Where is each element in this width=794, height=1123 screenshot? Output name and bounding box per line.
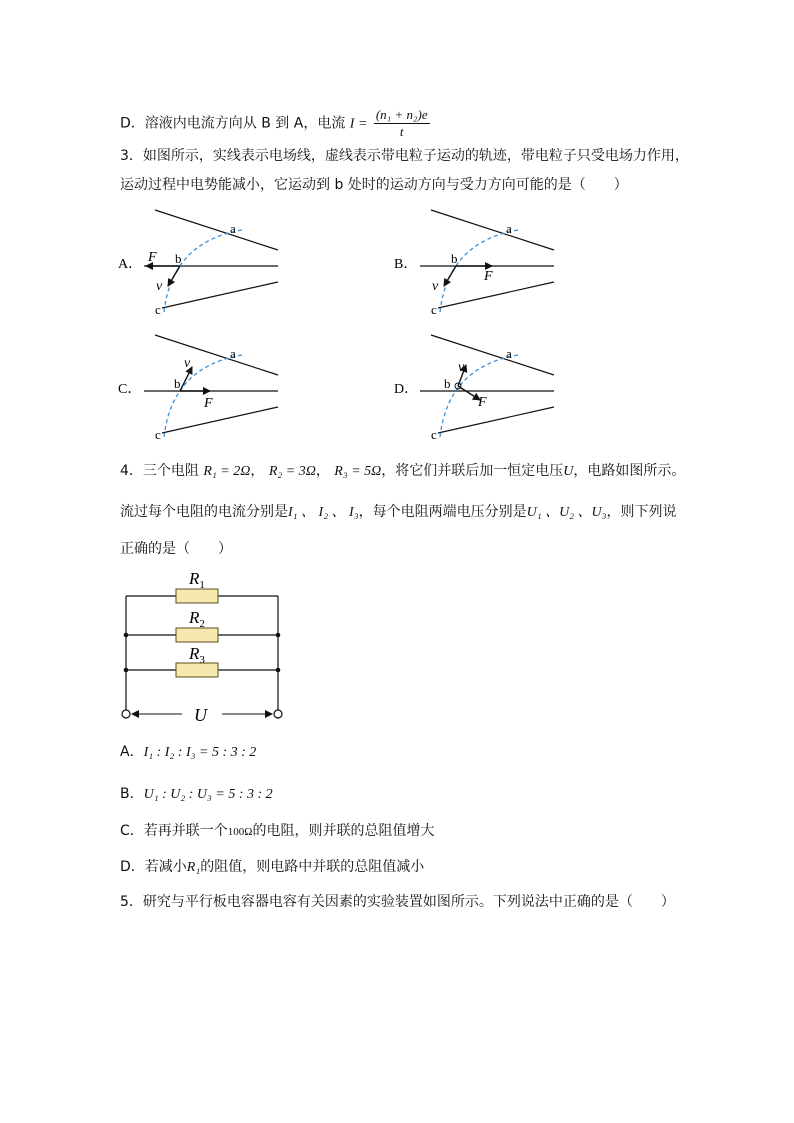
q4-text: ，将它们并联后加一恒定电压 xyxy=(381,463,564,479)
velocity-arrow xyxy=(444,266,456,286)
q4-option-c-text: 的电阻，则并联的总阻值增大 xyxy=(252,823,435,839)
junction-dot xyxy=(276,633,281,638)
q2-option-d xyxy=(120,107,430,140)
q4-text: ，电路如图所示。 xyxy=(573,463,686,479)
field-line-bottom xyxy=(438,282,554,308)
r1-definition: R₁ = 2Ω xyxy=(203,464,251,479)
q3-option-d-figure xyxy=(394,335,554,442)
velocity-label: v xyxy=(432,279,439,294)
q4-text: 正确的是（ ） xyxy=(120,541,232,557)
junction-dot xyxy=(276,668,281,673)
point-c-label: c xyxy=(155,302,161,317)
force-label: F xyxy=(478,395,487,410)
q4-option-c-label: C． xyxy=(120,823,144,839)
velocity-label: v xyxy=(184,356,191,371)
q5-text: 研究与平行板电容器电容有关因素的实验装置如图所示。下列说法中正确的是（ ） xyxy=(142,894,675,910)
q4-option-d-symbol: R₁ xyxy=(186,860,201,875)
field-line-top xyxy=(155,210,278,250)
velocity-label: v xyxy=(156,279,163,294)
field-line-top xyxy=(431,335,554,375)
q4-number: 4． xyxy=(120,463,143,479)
q4-option-d xyxy=(120,857,424,878)
q2-option-d-label: D． xyxy=(120,115,145,132)
q4-option-c-text: 若再并联一个 xyxy=(143,823,228,839)
q2-option-d-text: 溶液内电流方向从 B 到 A，电流 xyxy=(144,115,346,132)
q4-option-a-label: A． xyxy=(120,744,144,760)
q4-text: ，则下列说 xyxy=(606,504,677,520)
q4-text: 流过每个电阻的电流分别是 xyxy=(120,504,288,520)
q2-formula-denominator: t xyxy=(399,124,404,139)
point-b-label: b xyxy=(174,376,181,391)
resistor-r3 xyxy=(176,663,218,677)
q3-text-line1: 如图所示，实线表示电场线，虚线表示带电粒子运动的轨迹，带电粒子只受电场力作用， xyxy=(142,148,689,164)
field-line-top xyxy=(155,335,278,375)
point-a-label: a xyxy=(506,346,512,361)
voltage-symbol: U xyxy=(563,464,574,479)
trajectory xyxy=(164,230,242,312)
q3-option-c-figure xyxy=(118,335,278,442)
point-b-label: b xyxy=(175,251,182,266)
q3-option-b-figure xyxy=(394,210,554,317)
q4-option-d-text: 的阻值，则电路中并联的总阻值减小 xyxy=(200,859,425,875)
q4-option-a-text: I₁ : I₂ : I₃ = 5 : 3 : 2 xyxy=(143,745,257,760)
field-line-top xyxy=(431,210,554,250)
q3-option-c-label: C． xyxy=(118,382,142,397)
q4-option-d-text: 若减小 xyxy=(144,859,187,875)
trajectory xyxy=(164,355,242,437)
q4-option-b-label: B． xyxy=(120,786,144,802)
terminal-left xyxy=(122,710,130,718)
junction-dot xyxy=(124,668,129,673)
q3-figures xyxy=(112,200,752,450)
point-b-label: b xyxy=(451,251,458,266)
force-arrow xyxy=(458,386,480,400)
q4-option-b xyxy=(120,784,273,805)
q4-option-a xyxy=(120,742,256,763)
q4-question-line2 xyxy=(120,502,677,523)
point-b-label: b xyxy=(444,376,451,391)
point-a-label: a xyxy=(230,221,236,236)
q3-question-line2 xyxy=(120,175,628,195)
q4-circuit-diagram xyxy=(112,564,302,734)
field-line-bottom xyxy=(438,407,554,433)
force-label: F xyxy=(204,396,213,411)
q2-formula-fraction xyxy=(374,107,430,140)
q4-text: 三个电阻 xyxy=(142,463,199,479)
q2-formula-numerator: (n₁ + n₂)e xyxy=(375,107,428,122)
point-c-label: c xyxy=(155,427,161,442)
field-line-bottom xyxy=(162,282,278,308)
r3-label: $R_3$ xyxy=(189,644,205,666)
q3-number: 3． xyxy=(120,148,143,164)
point-a-label: a xyxy=(506,221,512,236)
trajectory xyxy=(440,230,518,312)
q3-question-line1 xyxy=(120,146,689,166)
q4-text: ，每个电阻两端电压分别是 xyxy=(358,504,527,520)
point-a-label: a xyxy=(230,346,236,361)
r3-definition: R₃ = 5Ω xyxy=(334,464,382,479)
q3-option-a-label: A． xyxy=(118,257,143,272)
r2-definition: R₂ = 3Ω xyxy=(268,464,316,479)
field-line-bottom xyxy=(162,407,278,433)
voltage-label: U xyxy=(194,705,207,725)
voltages-symbols: U₁ 、U₂ 、U₃ xyxy=(526,505,607,520)
currents-symbols: I₁ 、 I₂ 、 I₃ xyxy=(288,505,359,520)
terminal-right xyxy=(274,710,282,718)
resistor-r1 xyxy=(176,589,218,603)
q3-text-line2: 运动过程中电势能减小，它运动到 b 处时的运动方向与受力方向可能的是（ ） xyxy=(120,177,628,193)
force-label: F xyxy=(484,269,493,284)
q4-option-d-label: D． xyxy=(120,859,145,875)
q4-option-c xyxy=(120,821,434,842)
q5-number: 5． xyxy=(120,894,143,910)
force-label: F xyxy=(148,250,157,265)
q4-question-line1: 4．三个电阻 R₁ = 2Ω， R₂ = 3Ω， R₃ = 5Ω，将它们并联后加一恒定电压U，电路如图所示。 xyxy=(120,463,686,479)
point-c-label: c xyxy=(431,427,437,442)
resistor-r2 xyxy=(176,628,218,642)
q3-option-b-label: B． xyxy=(394,257,418,272)
junction-dot xyxy=(124,633,129,638)
q2-formula-lhs: I = xyxy=(349,116,368,132)
r1-label: $R_1$ xyxy=(189,569,205,591)
r2-label: $R_2$ xyxy=(189,608,205,630)
q4-option-b-text: U₁ : U₂ : U₃ = 5 : 3 : 2 xyxy=(143,787,273,802)
velocity-arrow xyxy=(168,266,180,286)
q4-option-c-value: 100Ω xyxy=(227,826,253,838)
velocity-label: v xyxy=(458,360,465,375)
q3-option-d-label: D． xyxy=(394,382,419,397)
point-c-label: c xyxy=(431,302,437,317)
q5-question xyxy=(120,892,675,912)
q3-option-a-figure xyxy=(118,210,278,317)
q4-question-line3 xyxy=(120,539,232,559)
